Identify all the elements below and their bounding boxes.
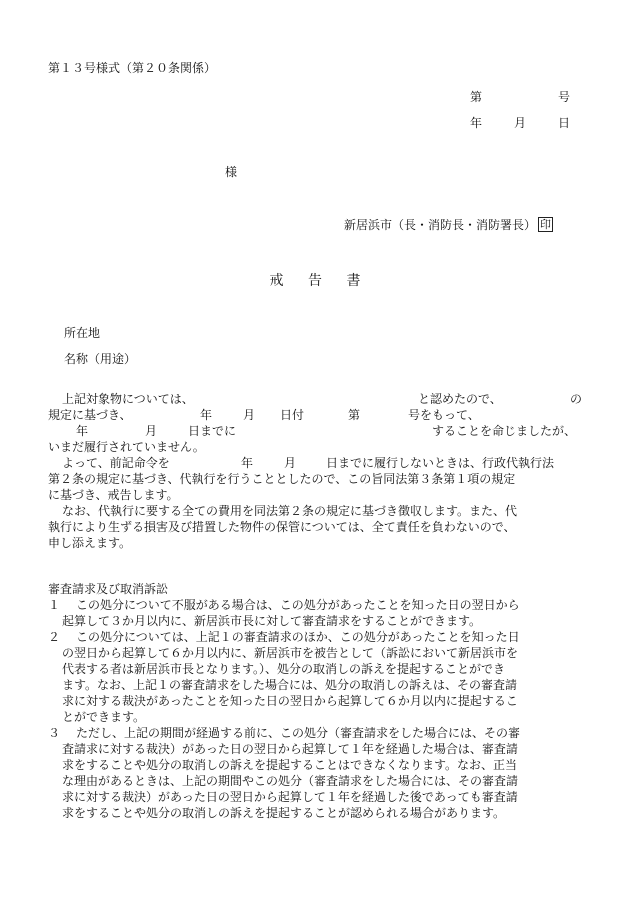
appeal-item-line: 査請求に対する裁決）があった日の翌日から起算して１年を経過した場合は、審査請	[62, 742, 518, 756]
document-date	[470, 114, 570, 131]
body-text: 日までに履行しないときは、行政代執行法	[326, 456, 555, 470]
title-char-3: 書	[346, 273, 361, 289]
body-line-8	[48, 503, 588, 519]
body-line-3	[48, 423, 588, 439]
body-text: 上記対象物については、	[62, 392, 194, 406]
body-text: の	[570, 392, 583, 406]
body-line-1	[48, 391, 588, 407]
appeal-item-line: ます。なお、上記１の審査請求をした場合には、処分の取消しの訴えは、その審査請	[62, 678, 518, 692]
body-line-7	[48, 487, 588, 503]
appeal-item-number: ３	[48, 726, 61, 740]
body-text: に基づき、戒告します。	[48, 488, 179, 502]
issuer-name: 新居浜市（長・消防長・消防署長）	[344, 218, 537, 232]
document-number	[470, 88, 570, 105]
body-line-6	[48, 471, 588, 487]
body-text: 月	[145, 424, 158, 438]
body-text: 第２条の規定に基づき、代執行を行うこととしたので、この旨同法第３条第１項の規定	[48, 472, 516, 486]
body-text: 第	[348, 408, 361, 422]
body-text: 月	[243, 408, 256, 422]
doc-number-suffix: 号	[557, 90, 570, 104]
body-text: 日までに	[188, 424, 237, 438]
appeal-item-line: 求をすることや処分の取消しの訴えを提起することが認められる場合があります。	[62, 806, 506, 820]
title-char-2: 告	[308, 273, 322, 289]
body-text: いまだ履行されていません。	[48, 440, 205, 454]
appeal-heading: 審査請求及び取消訴訟	[48, 582, 169, 596]
seal-mark: 印	[540, 218, 552, 231]
body-text: 日付	[280, 408, 305, 422]
date-year: 年	[470, 116, 483, 130]
name-label: 名称（用途）	[64, 352, 137, 366]
appeal-item-line: ただし、上記の期間が経過する前に、この処分（審査請求をした場合には、その審	[76, 726, 521, 740]
body-text: することを命じましたが、	[432, 424, 577, 438]
body-text: 号をもって、	[408, 408, 480, 422]
body-line-4	[48, 439, 588, 455]
appeal-item-number: １	[48, 598, 61, 612]
body-text: 執行により生ずる損害及び措置した物件の保管については、全て責任を負わないので、	[48, 520, 516, 534]
appeal-item-line: 求に対する裁決）があった日の翌日から起算して１年を経過した後であっても審査請	[62, 790, 518, 804]
appeal-item-line: 代表する者は新居浜市長となります。）、処分の取消しの訴えを提起することができ	[62, 662, 506, 676]
title-char-1: 戒	[269, 273, 284, 289]
appeal-item-line: 求をすることや処分の取消しの訴えを提起することはできなくなります。なお、正当	[62, 758, 518, 772]
appeal-item-line: この処分について不服がある場合は、この処分があったことを知った日の翌日から	[76, 598, 520, 612]
appeal-item-line: この処分については、上記１の審査請求のほか、この処分があったことを知った日	[76, 630, 520, 644]
date-day: 日	[557, 116, 570, 130]
body-text: よって、前記命令を	[62, 456, 170, 470]
appeal-item-line: の翌日から起算して６か月以内に、新居浜市を被告として（訴訟において新居浜市を	[62, 646, 519, 660]
body-text: と認めたので、	[418, 392, 502, 406]
form-number: 第１３号様式（第２０条関係）	[48, 61, 217, 75]
body-text: 年	[241, 456, 254, 470]
issuer	[344, 216, 553, 233]
addressee-suffix: 様	[225, 165, 238, 179]
appeal-item-line: とができます。	[62, 710, 146, 724]
appeal-item-number: ２	[48, 630, 61, 644]
notice-body	[48, 391, 588, 551]
doc-number-prefix: 第	[470, 90, 483, 104]
appeal-item-line: 求に対する裁決があったことを知った日の翌日から起算して６か月以内に提起するこ	[62, 694, 518, 708]
body-line-10	[48, 535, 588, 551]
appeal-item-line: な理由があるときは、上記の期間やこの処分（審査請求をした場合には、その審査請	[62, 774, 519, 788]
body-text: 年	[76, 424, 89, 438]
body-line-2	[48, 407, 588, 423]
appeal-item-line: 起算して３か月以内に、新居浜市長に対して審査請求をすることができます。	[62, 614, 482, 628]
body-line-5	[48, 455, 588, 471]
body-line-9	[48, 519, 588, 535]
body-text: 年	[200, 408, 213, 422]
body-text: 規定に基づき、	[48, 408, 132, 422]
date-month: 月	[513, 116, 526, 130]
body-text: 月	[284, 456, 297, 470]
location-label: 所在地	[64, 326, 101, 340]
body-text: 申し添えます。	[48, 536, 132, 550]
page-title	[0, 270, 630, 290]
body-text: なお、代執行に要する全ての費用を同法第２条の規定に基づき徴収します。また、代	[62, 504, 518, 518]
